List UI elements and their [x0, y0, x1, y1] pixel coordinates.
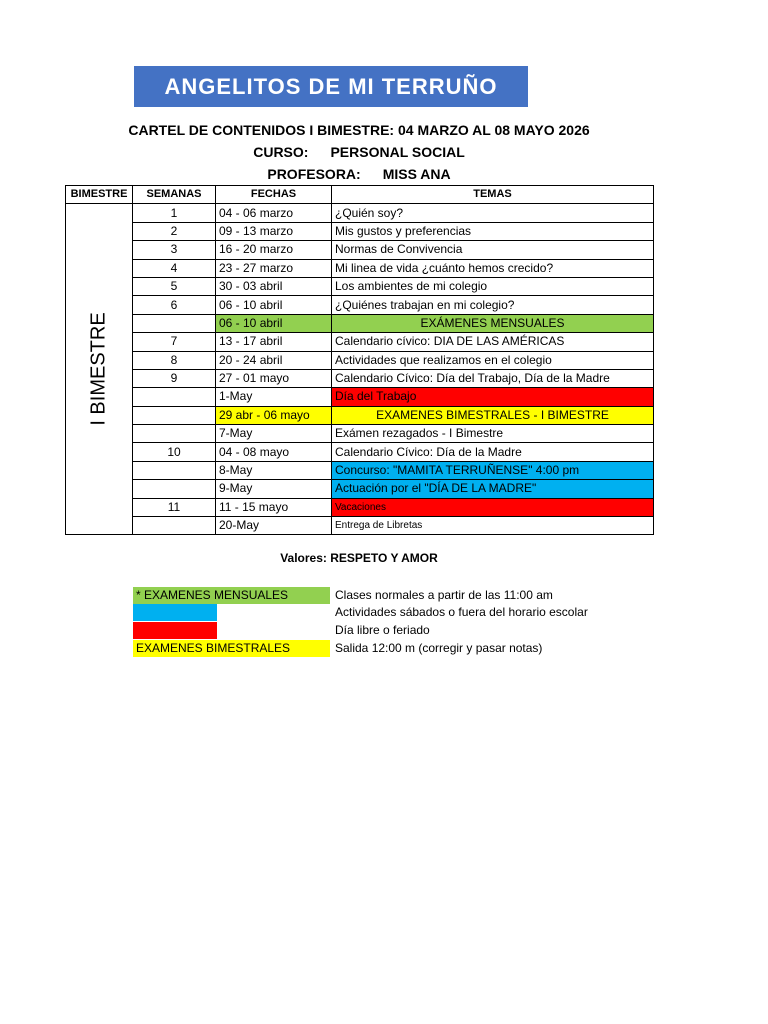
fecha-cell: 11 - 15 mayo [216, 498, 332, 516]
legend-description: Día libre o feriado [335, 623, 430, 637]
bimestre-label: I BIMESTRE [87, 312, 110, 427]
fecha-cell: 27 - 01 mayo [216, 369, 332, 387]
table-row [66, 498, 654, 516]
bimestre-cell [66, 204, 133, 535]
semana-cell: 3 [133, 241, 216, 259]
table-row [66, 517, 654, 535]
table-row [66, 369, 654, 387]
document-title: CARTEL DE CONTENIDOS I BIMESTRE: 04 MARZO AL 08 MAYO 2026 [128, 122, 590, 138]
tema-cell: Los ambientes de mi colegio [332, 277, 654, 295]
teacher-value: MISS ANA [382, 166, 451, 182]
legend-swatch-green: * EXAMENES MENSUALES [133, 587, 330, 604]
table-header-row [66, 186, 654, 204]
semana-cell: 1 [133, 204, 216, 222]
table-row [66, 241, 654, 259]
table-row [66, 259, 654, 277]
semana-cell [133, 461, 216, 479]
tema-cell: Normas de Convivencia [332, 241, 654, 259]
column-header-bimestre: BIMESTRE [66, 186, 133, 204]
table-row [66, 406, 654, 424]
tema-cell: EXAMENES BIMESTRALES - I BIMESTRE [332, 406, 654, 424]
fecha-cell: 7-May [216, 425, 332, 443]
fecha-cell: 06 - 10 abril [216, 314, 332, 332]
tema-cell: Exámen rezagados - I Bimestre [332, 425, 654, 443]
fecha-cell: 04 - 06 marzo [216, 204, 332, 222]
table-row [66, 443, 654, 461]
teacher-label: PROFESORA: [267, 166, 361, 182]
semana-cell [133, 480, 216, 498]
semana-cell: 10 [133, 443, 216, 461]
fecha-cell: 06 - 10 abril [216, 296, 332, 314]
fecha-cell: 20-May [216, 517, 332, 535]
table-row [66, 314, 654, 332]
semana-cell [133, 406, 216, 424]
tema-cell: Entrega de Libretas [332, 517, 654, 535]
tema-cell: Calendario Cívico: Día de la Madre [332, 443, 654, 461]
semana-cell [133, 388, 216, 406]
table-row [66, 388, 654, 406]
semana-cell: 8 [133, 351, 216, 369]
legend-swatch-yellow: EXAMENES BIMESTRALES [133, 640, 330, 657]
table-row [66, 333, 654, 351]
valores-line: Valores: RESPETO Y AMOR [280, 551, 438, 565]
column-header-temas: TEMAS [332, 186, 654, 204]
tema-cell: Calendario cívico: DIA DE LAS AMÉRICAS [332, 333, 654, 351]
tema-cell: Mi linea de vida ¿cuánto hemos crecido? [332, 259, 654, 277]
column-header-fechas: FECHAS [216, 186, 332, 204]
semana-cell: 7 [133, 333, 216, 351]
tema-cell: Vacaciones [332, 498, 654, 516]
table-row [66, 277, 654, 295]
tema-cell: ¿Quién soy? [332, 204, 654, 222]
table-row [66, 351, 654, 369]
semana-cell: 4 [133, 259, 216, 277]
table-row [66, 296, 654, 314]
fecha-cell: 1-May [216, 388, 332, 406]
semana-cell [133, 314, 216, 332]
fecha-cell: 04 - 08 mayo [216, 443, 332, 461]
tema-cell: Mis gustos y preferencias [332, 222, 654, 240]
semana-cell: 6 [133, 296, 216, 314]
fecha-cell: 29 abr - 06 mayo [216, 406, 332, 424]
legend-description: Clases normales a partir de las 11:00 am [335, 588, 553, 602]
table-row [66, 480, 654, 498]
column-header-semanas: SEMANAS [133, 186, 216, 204]
semana-cell: 11 [133, 498, 216, 516]
table-row [66, 222, 654, 240]
course-value: PERSONAL SOCIAL [330, 144, 465, 160]
table-row [66, 425, 654, 443]
school-banner: ANGELITOS DE MI TERRUÑO [134, 66, 528, 107]
table-row [66, 461, 654, 479]
semana-cell: 5 [133, 277, 216, 295]
tema-cell: Calendario Cívico: Día del Trabajo, Día de la Madre [332, 369, 654, 387]
fecha-cell: 13 - 17 abril [216, 333, 332, 351]
semana-cell: 9 [133, 369, 216, 387]
fecha-cell: 8-May [216, 461, 332, 479]
teacher-line [0, 166, 718, 182]
tema-cell: ¿Quiénes trabajan en mi colegio? [332, 296, 654, 314]
tema-cell: Actuación por el "DÍA DE LA MADRE" [332, 480, 654, 498]
fecha-cell: 16 - 20 marzo [216, 241, 332, 259]
tema-cell: Actividades que realizamos en el colegio [332, 351, 654, 369]
fecha-cell: 30 - 03 abril [216, 277, 332, 295]
table-row [66, 204, 654, 222]
legend-description: Salida 12:00 m (corregir y pasar notas) [335, 641, 543, 655]
fecha-cell: 09 - 13 marzo [216, 222, 332, 240]
semana-cell: 2 [133, 222, 216, 240]
course-line [0, 144, 718, 160]
legend-description: Actividades sábados o fuera del horario escolar [335, 605, 588, 619]
schedule-table [65, 185, 654, 535]
tema-cell: EXÁMENES MENSUALES [332, 314, 654, 332]
fecha-cell: 23 - 27 marzo [216, 259, 332, 277]
tema-cell: Concurso: "MAMITA TERRUÑENSE" 4:00 pm [332, 461, 654, 479]
fecha-cell: 20 - 24 abril [216, 351, 332, 369]
semana-cell [133, 425, 216, 443]
tema-cell: Día del Trabajo [332, 388, 654, 406]
fecha-cell: 9-May [216, 480, 332, 498]
legend-swatch-red [133, 622, 217, 639]
legend-swatch-blue [133, 604, 217, 621]
course-label: CURSO: [253, 144, 309, 160]
semana-cell [133, 517, 216, 535]
